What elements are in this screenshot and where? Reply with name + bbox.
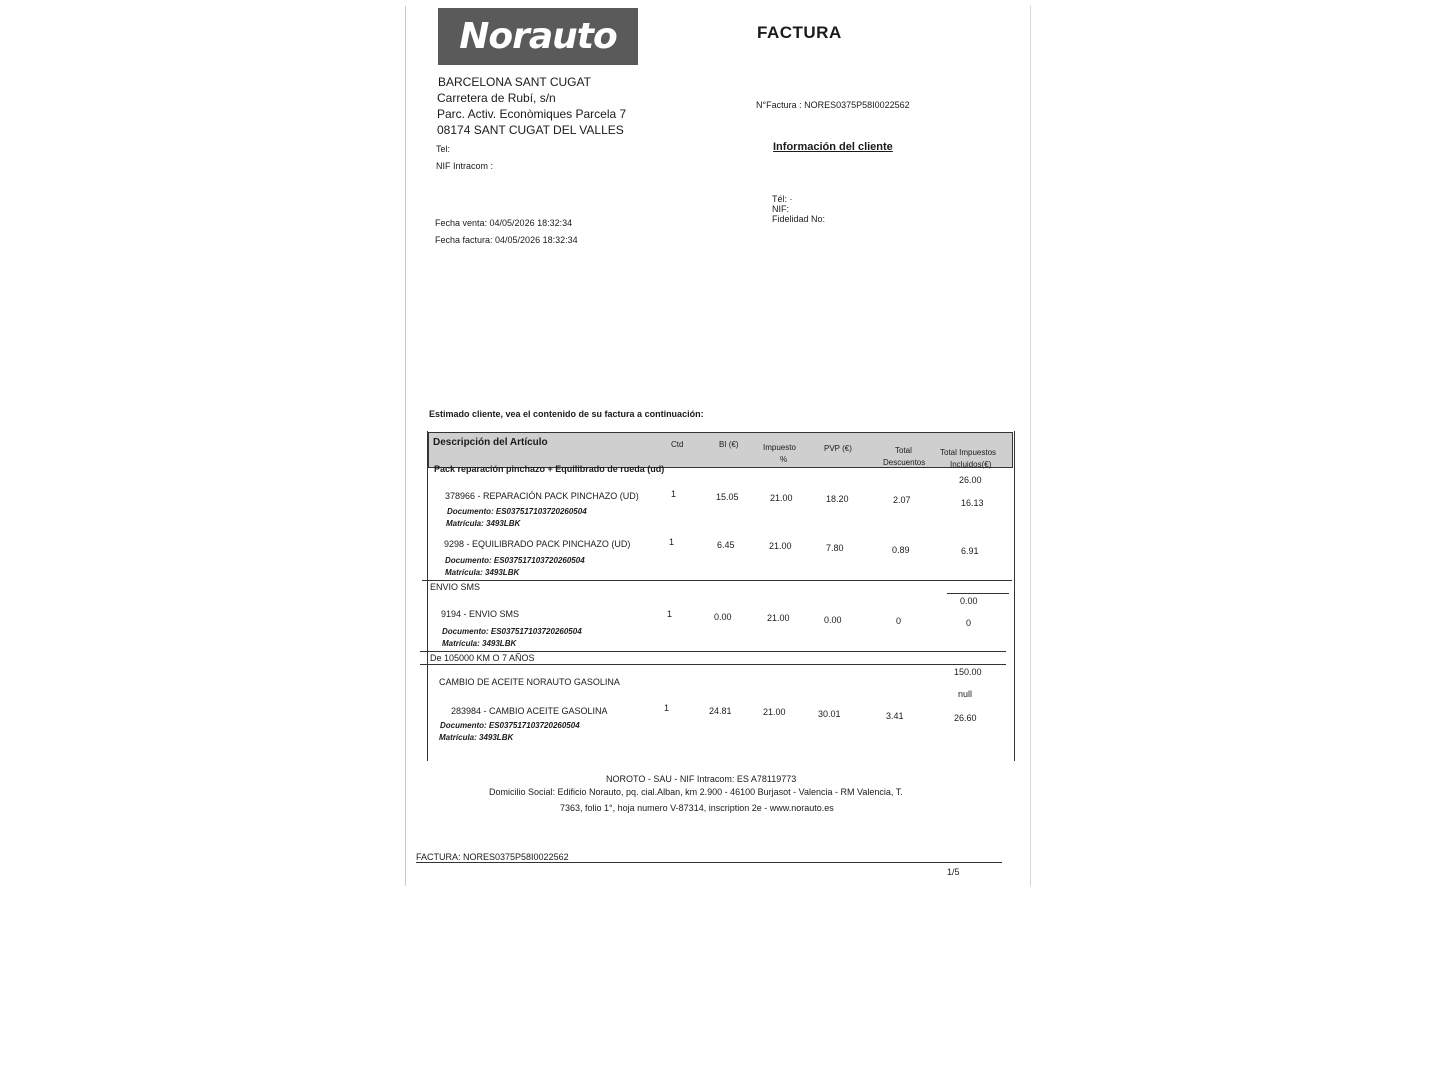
store-address-line: 08174 SANT CUGAT DEL VALLES xyxy=(437,123,624,137)
client-nif-label: NIF: xyxy=(772,204,789,214)
header-tax-pct: % xyxy=(780,455,788,464)
header-qty: Ctd xyxy=(671,440,684,449)
norauto-logo xyxy=(438,8,638,65)
item-pvp: 0.00 xyxy=(824,615,842,625)
item-total: 0 xyxy=(966,618,972,628)
item-description: 283984 - CAMBIO ACEITE GASOLINA xyxy=(451,706,608,716)
total-rule xyxy=(947,593,1009,594)
item-description: 378966 - REPARACIÓN PACK PINCHAZO (UD) xyxy=(445,491,639,501)
document-title: FACTURA xyxy=(757,23,842,42)
item-total: 16.13 xyxy=(961,498,984,508)
item-discount: 2.07 xyxy=(893,495,911,505)
item-document: Documento: ES037517103720260504 xyxy=(440,721,580,730)
item-qty: 1 xyxy=(667,609,673,619)
item-discount: 3.41 xyxy=(886,711,904,721)
company-legal: NOROTO - SAU - NIF Intracom: ES A78119773 xyxy=(606,774,797,784)
item-pvp: 30.01 xyxy=(818,709,841,719)
intro-text: Estimado cliente, vea el contenido de su factura a continuación: xyxy=(429,409,704,419)
store-address-line: Carretera de Rubí, s/n xyxy=(437,91,556,105)
invoice-number: N°Factura : NORES0375P58I0022562 xyxy=(756,100,910,110)
header-description: Descripción del Artículo xyxy=(433,437,548,448)
header-total: Total Impuestos xyxy=(940,448,997,457)
invoice-date: Fecha factura: 04/05/2026 18:32:34 xyxy=(435,235,578,245)
item-total: 26.60 xyxy=(954,713,977,723)
group-divider xyxy=(422,580,1012,581)
store-name: BARCELONA SANT CUGAT xyxy=(438,75,591,89)
item-plate: Matrícula: 3493LBK xyxy=(439,733,514,742)
group-title: De 105000 KM O 7 AÑOS xyxy=(430,653,535,663)
page-edge xyxy=(405,6,406,886)
item-tax: 21.00 xyxy=(763,707,786,717)
client-loyalty-label: Fidelidad No: xyxy=(772,214,826,224)
page-number: 1/5 xyxy=(947,867,960,877)
item-document: Documento: ES037517103720260504 xyxy=(447,507,587,516)
group-subtitle: CAMBIO DE ACEITE NORAUTO GASOLINA xyxy=(439,677,620,687)
item-plate: Matrícula: 3493LBK xyxy=(445,568,520,577)
footer-invoice-ref: FACTURA: NORES0375P58I0022562 xyxy=(416,852,569,862)
client-tel-label: Tél: · xyxy=(772,194,793,204)
group-divider xyxy=(420,664,1006,665)
item-qty: 1 xyxy=(671,489,677,499)
group-title: ENVIO SMS xyxy=(430,582,481,592)
header-total: Incluidos(€) xyxy=(950,460,992,469)
header-discount: Total xyxy=(895,446,912,455)
logo-text: Norauto xyxy=(459,16,617,57)
item-discount: 0.89 xyxy=(892,545,910,555)
group-divider xyxy=(420,651,1006,652)
item-description: 9298 - EQUILIBRADO PACK PINCHAZO (UD) xyxy=(444,539,631,549)
group-title: Pack reparación pinchazo + Equilibrado de rueda (ud) xyxy=(434,464,665,474)
store-nif-label: NIF Intracom : xyxy=(436,161,494,171)
header-pvp: PVP (€) xyxy=(824,444,852,453)
client-info-heading: Información del cliente xyxy=(773,141,893,153)
item-description: 9194 - ENVIO SMS xyxy=(441,609,520,619)
group-total: 150.00 xyxy=(954,667,982,677)
company-address: 7363, folio 1°, hoja numero V-87314, inscription 2e - www.norauto.es xyxy=(560,803,834,813)
item-bi: 24.81 xyxy=(709,706,732,716)
group-total: 26.00 xyxy=(959,475,982,485)
store-tel-label: Tel: xyxy=(436,144,451,154)
header-tax: Impuesto xyxy=(763,443,796,452)
item-discount: 0 xyxy=(896,616,902,626)
item-tax: 21.00 xyxy=(769,541,792,551)
page-edge xyxy=(1030,6,1031,886)
item-bi: 0.00 xyxy=(714,612,732,622)
item-pvp: 18.20 xyxy=(826,494,849,504)
item-plate: Matrícula: 3493LBK xyxy=(442,639,517,648)
footer-rule xyxy=(416,862,1002,863)
item-document: Documento: ES037517103720260504 xyxy=(442,627,582,636)
group-subtotal: null xyxy=(958,689,973,699)
item-document: Documento: ES037517103720260504 xyxy=(445,556,585,565)
item-total: 6.91 xyxy=(961,546,979,556)
company-address: Domicilio Social: Edificio Norauto, pq. cial.Alban, km 2.900 - 46100 Burjasot - Valencia - RM Valencia, T. xyxy=(489,787,903,797)
header-bi: BI (€) xyxy=(719,440,739,449)
item-qty: 1 xyxy=(664,703,670,713)
item-bi: 15.05 xyxy=(716,492,739,502)
item-plate: Matrícula: 3493LBK xyxy=(446,519,521,528)
item-pvp: 7.80 xyxy=(826,543,844,553)
group-total: 0.00 xyxy=(960,596,978,606)
item-bi: 6.45 xyxy=(717,540,735,550)
item-tax: 21.00 xyxy=(767,613,790,623)
item-tax: 21.00 xyxy=(770,493,793,503)
header-discount: Descuentos xyxy=(883,458,926,467)
sale-date: Fecha venta: 04/05/2026 18:32:34 xyxy=(435,218,573,228)
store-address-line: Parc. Activ. Econòmiques Parcela 7 xyxy=(437,107,627,121)
item-qty: 1 xyxy=(669,537,675,547)
